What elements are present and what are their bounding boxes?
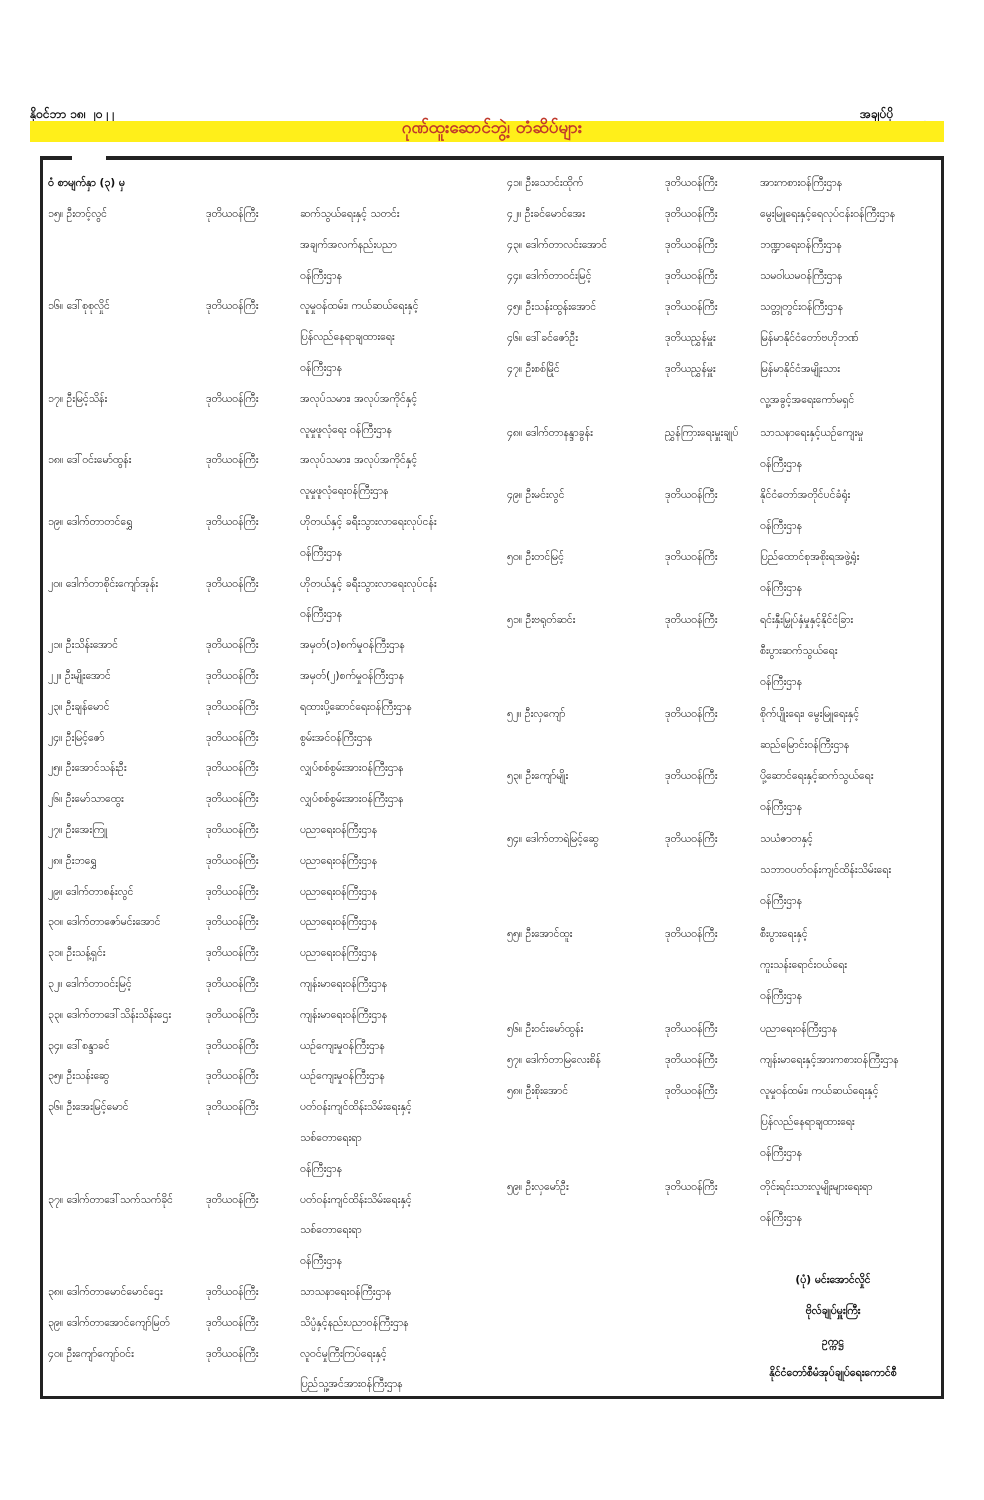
entry-rank: ဒုတိယဝန်ကြီး [206, 916, 259, 929]
entry-name: ၃၂။ ဒေါက်တာဝင်းမြင့် [48, 978, 132, 990]
entry-rank: ဒုတိယဝန်ကြီး [665, 301, 718, 313]
entry-ministry: ပညာရေးဝန်ကြီးဌာန [300, 824, 378, 836]
entry-ministry: ဟိုတယ်နှင့် ခရီးသွားလာရေးလုပ်ငန်း [300, 577, 437, 590]
entry-ministry: ဝန်ကြီးဌာန [300, 546, 342, 559]
entry-rank: ဒုတိယဝန်ကြီး [665, 833, 718, 845]
entry-rank: ဒုတိယဝန်ကြီး [206, 577, 259, 590]
entry-rank: ဒုတိယဝန်ကြီး [665, 770, 718, 782]
entry-rank: ဒုတိယဝန်ကြီး [206, 762, 259, 775]
entry-name: ၃၈။ ဒေါက်တာမောင်မောင်ဌေး [48, 1286, 163, 1298]
entry-name: ၁၅။ ဦးတင့်လွင် [48, 208, 108, 220]
entry-ministry: အလုပ်သမား၊ အလုပ်အကိုင်နှင့် [300, 454, 418, 467]
entry-ministry: ဝန်ကြီးဌာန [760, 457, 802, 470]
entry-rank: ဒုတိယဝန်ကြီး [206, 1347, 259, 1360]
entry-ministry: ပတ်ဝန်းကျင်ထိန်းသိမ်းရေးနှင့် [300, 1101, 412, 1114]
header-date: နိုဝင်ဘာ ၁၈၊ ၂၀၂၂ [30, 107, 115, 121]
entry-ministry: ကျန်းမာရေးဝန်ကြီးဌာန [300, 978, 388, 990]
entry-ministry: အမှတ်(၂)စက်မှုဝန်ကြီးဌာန [300, 670, 404, 682]
entry-ministry: ဝန်ကြီးဌာန [300, 1255, 342, 1268]
signature-council: နိုင်ငံတော်စီမံအုပ်ချုပ်ရေးကောင်စီ [769, 1367, 897, 1379]
entry-rank: ဒုတိယဝန်ကြီး [206, 1286, 259, 1298]
signature-title: ဗိုလ်ချုပ်မှူးကြီး [805, 1305, 861, 1317]
entry-rank: ဒုတိယဝန်ကြီး [206, 885, 259, 898]
entry-name: ၄၃။ ဒေါက်တာလင်းအောင် [507, 239, 608, 251]
entry-ministry: အားကစားဝန်ကြီးဌာန [760, 177, 843, 189]
entry-ministry: ဆက်သွယ်ရေးနှင့် သတင်း [300, 208, 400, 220]
entry-rank: ဒုတိယဝန်ကြီး [665, 177, 718, 189]
entry-ministry: အချက်အလက်နည်းပညာ [300, 238, 397, 251]
entry-ministry: ပညာရေးဝန်ကြီးဌာန [300, 916, 378, 929]
entry-name: ၃၆။ ဦးအေးမြင့်မောင် [48, 1101, 129, 1114]
entry-rank: ဒုတိယဝန်ကြီး [206, 793, 259, 806]
entry-rank: ဒုတိယဝန်ကြီး [665, 1054, 718, 1066]
entry-rank: ဒုတိယဝန်ကြီး [206, 1039, 259, 1052]
entry-ministry: လူမှုဝန်ထမ်း၊ ကယ်ဆယ်ရေးနှင့် [300, 300, 419, 313]
entry-rank: ဒုတိယဝန်ကြီး [206, 978, 259, 990]
entry-name: ၂၈။ ဦးဘရွှေ [48, 854, 97, 867]
entry-ministry: ပညာရေးဝန်ကြီးဌာန [300, 947, 378, 960]
entry-name: ၃၁။ ဦးသန့်ရှင်း [48, 947, 106, 960]
entry-rank: ဒုတိယဝန်ကြီး [206, 639, 259, 652]
entry-name: ၁၆။ ဒေါ်စုစုလှိုင် [48, 300, 110, 313]
entry-ministry: စီးပွားဆက်သွယ်ရေး [760, 644, 838, 657]
entry-name: ၃၉။ ဒေါက်တာအောင်ကျော်မြတ် [48, 1316, 170, 1329]
entry-ministry: စိုက်ပျိုးရေး၊ မွေးမြူရေးနှင့် [760, 708, 860, 720]
entry-name: ၁၇။ ဦးမြင့်သိန်း [48, 392, 108, 405]
entry-rank: ဒုတိယဝန်ကြီး [206, 854, 259, 867]
frame-notch [72, 152, 106, 162]
entry-ministry: လူမှုဝန်ထမ်း၊ ကယ်ဆယ်ရေးနှင့် [760, 1085, 879, 1097]
entry-ministry: ပညာရေးဝန်ကြီးဌာန [300, 854, 378, 867]
entry-rank: ဒုတိယဝန်ကြီး [206, 824, 259, 836]
entry-name: ၄၆။ ဒေါ်ခင်ဇော်ဦး [507, 332, 578, 344]
continued-note: ဝံ စာမျက်နှာ (၃) မှ [48, 177, 125, 189]
entry-ministry: စီးပွားရေးနှင့် [760, 928, 808, 940]
entry-name: ၂၄။ ဦးမြင့်ဇော် [48, 731, 105, 744]
entry-ministry: ဝန်ကြီးဌာန [760, 581, 802, 594]
entry-ministry: ယဉ်ကျေးမှုဝန်ကြီးဌာန [300, 1070, 385, 1083]
entry-name: ၃၅။ ဦးသန်းဆွေ [48, 1070, 110, 1083]
entry-ministry: ဝန်ကြီးဌာန [760, 800, 802, 813]
entry-rank: ဒုတိယဝန်ကြီး [665, 1085, 718, 1097]
entry-ministry: သာသနာရေးနှင့်ယဉ်ကျေးမှု [760, 427, 864, 439]
entry-ministry: ပတ်ဝန်းကျင်ထိန်းသိမ်းရေးနှင့် [300, 1193, 412, 1206]
entry-name: ၅၀။ ဦးတင်မြင့် [507, 551, 564, 563]
entry-ministry: သဘာဝပတ်ဝန်းကျင်ထိန်းသိမ်းရေး [760, 863, 892, 876]
entry-name: ၄၁။ ဦးသောင်းထိုက် [507, 177, 584, 189]
entry-ministry: သိပ္ပံနှင့်နည်းပညာဝန်ကြီးဌာန [300, 1316, 409, 1329]
entry-ministry: လျှပ်စစ်စွမ်းအားဝန်ကြီးဌာန [300, 762, 404, 775]
entry-ministry: မြန်မာနိုင်ငံတော်ဗဟိုဘဏ် [760, 332, 859, 344]
entry-rank: ဒုတိယဝန်ကြီး [665, 239, 718, 251]
entry-ministry: ပို့ဆောင်ရေးနှင့်ဆက်သွယ်ရေး [760, 770, 874, 782]
entry-ministry: ကျန်းမာရေးဝန်ကြီးဌာန [300, 1008, 388, 1021]
entry-ministry: ပညာရေးဝန်ကြီးဌာန [300, 885, 378, 898]
entry-rank: ဒုတိယဝန်ကြီး [206, 1101, 259, 1114]
entry-name: ၁၈။ ဒေါ်ဝင်းမော်ထွန်း [48, 454, 132, 467]
signature-role: ဥက္ကဋ္ဌ [822, 1336, 844, 1348]
entry-name: ၃၄။ ဒေါ်စန္ဒာခင် [48, 1039, 110, 1052]
entry-name: ၄၉။ ဦးမင်းလွင် [507, 489, 565, 501]
entry-ministry: ဆည်မြောင်းဝန်ကြီးဌာန [760, 738, 850, 751]
page-title: ဂုဏ်ထူးဆောင်ဘွဲ့၊ တံဆိပ်များ [401, 118, 583, 138]
entry-ministry: ရထားပို့ဆောင်ရေးဝန်ကြီးဌာန [300, 700, 412, 713]
entry-ministry: ဝန်ကြီးဌာန [760, 675, 802, 688]
entry-name: ၂၇။ ဦးအေးကြူ [48, 824, 108, 836]
entry-rank: ဒုတိယဝန်ကြီး [665, 1181, 718, 1193]
entry-ministry: ကျန်းမာရေးနှင့်အားကစားဝန်ကြီးဌာန [760, 1054, 899, 1066]
entry-ministry: ယဉ်ကျေးမှုဝန်ကြီးဌာန [300, 1039, 385, 1052]
entry-ministry: စွမ်းအင်ဝန်ကြီးဌာန [300, 731, 373, 744]
entry-name: ၅၇။ ဒေါက်တာမြလေးစိန် [507, 1054, 601, 1066]
entry-ministry: သစ်တောရေးရာ [300, 1131, 362, 1144]
entry-ministry: လူဝင်မှုကြီးကြပ်ရေးနှင့် [300, 1347, 387, 1360]
entry-name: ၂၉။ ဒေါက်တာစန်းလွင် [48, 885, 134, 898]
entry-rank: ဒုတိယညွှန်မှူး [665, 332, 716, 344]
header-supplement: အချပ်ပို [860, 107, 894, 121]
entry-ministry: ဝန်ကြီးဌာန [760, 1146, 802, 1159]
entry-name: ၁၉။ ဒေါက်တာတင်ရွှေ [48, 516, 133, 528]
entry-name: ၄၀။ ဦးကျော်ကျော်ဝင်း [48, 1347, 134, 1360]
entry-ministry: ဝန်ကြီးဌာန [760, 894, 802, 907]
entry-ministry: ပြည်ထောင်စုအစိုးရအဖွဲ့ရုံး [760, 551, 860, 563]
entry-ministry: ဟိုတယ်နှင့် ခရီးသွားလာရေးလုပ်ငန်း [300, 516, 437, 528]
entry-rank: ဒုတိယဝန်ကြီး [206, 208, 259, 220]
entry-rank: ဒုတိယဝန်ကြီး [206, 516, 259, 528]
entry-rank: ဒုတိယဝန်ကြီး [206, 1070, 259, 1083]
entry-ministry: ဝန်ကြီးဌာန [300, 1162, 342, 1175]
signature-name: (ပုံ) မင်းအောင်လှိုင် [795, 1274, 871, 1286]
entry-name: ၂၃။ ဦးချန်မောင် [48, 700, 110, 713]
entry-ministry: လူမှုဖူလုံရေး ဝန်ကြီးဌာန [300, 423, 392, 436]
entry-rank: ဒုတိယဝန်ကြီး [206, 300, 259, 313]
entry-ministry: ပြည်သူ့အင်အားဝန်ကြီးဌာန [300, 1378, 403, 1391]
entry-ministry: ရင်းနှီးမြှုပ်နှံမှုနှင့်နိုင်ငံခြား [760, 614, 854, 626]
entry-ministry: ဘဏ္ဍာရေးဝန်ကြီးဌာန [760, 239, 842, 251]
entry-ministry: ပြန်လည်နေရာချထားရေး [300, 331, 395, 344]
entry-name: ၅၈။ ဦးစိုးအောင် [507, 1085, 569, 1097]
entry-name: ၅၉။ ဦးလှမော်ဦး [507, 1181, 569, 1193]
entry-rank: ညွှန်ကြားရေးမှူးချုပ် [665, 427, 739, 439]
entry-name: ၄၈။ ဒေါက်တာနန္ဒာခွန်း [507, 427, 593, 439]
entry-name: ၅၆။ ဦးဝင်းမော်ထွန်း [507, 1023, 584, 1035]
entry-rank: ဒုတိယဝန်ကြီး [665, 708, 718, 720]
entry-ministry: တိုင်းရင်းသားလူမျိုးများရေးရာ [760, 1181, 873, 1193]
entry-name: ၅၅။ ဦးအောင်ထူး [507, 928, 573, 940]
entry-ministry: အလုပ်သမား၊ အလုပ်အကိုင်နှင့် [300, 392, 418, 405]
entry-name: ၅၄။ ဒေါက်တာရဲမြင့်ဆွေ [507, 833, 599, 845]
entry-ministry: အမှတ်(၁)စက်မှုဝန်ကြီးဌာန [300, 639, 405, 652]
entry-rank: ဒုတိယဝန်ကြီး [665, 270, 718, 282]
entry-ministry: ဝန်ကြီးဌာန [300, 361, 342, 374]
entry-rank: ဒုတိယဝန်ကြီး [665, 614, 718, 626]
entry-rank: ဒုတိယဝန်ကြီး [206, 731, 259, 744]
entry-name: ၄၄။ ဒေါက်တာဝင်းမြင့် [507, 270, 592, 282]
entry-rank: ဒုတိယဝန်ကြီး [206, 1193, 259, 1206]
entry-rank: ဒုတိယဝန်ကြီး [206, 392, 259, 405]
entry-name: ၄၂။ ဦးခင်မောင်အေး [507, 208, 585, 220]
entry-name: ၅၂။ ဦးလှကျော် [507, 708, 566, 720]
entry-ministry: မွေးမြူရေးနှင့်ရေလုပ်ငန်းဝန်ကြီးဌာန [760, 208, 896, 220]
entry-ministry: သစ်တောရေးရာ [300, 1224, 362, 1237]
entry-ministry: သယံဇာတနှင့် [760, 833, 813, 845]
entry-rank: ဒုတိယညွှန်မှူး [665, 363, 716, 375]
entry-rank: ဒုတိယဝန်ကြီး [206, 1008, 259, 1021]
entry-ministry: မြန်မာနိုင်ငံအမျိုးသား [760, 363, 840, 375]
entry-ministry: သာသနာရေးဝန်ကြီးဌာန [300, 1286, 392, 1298]
entry-ministry: လျှပ်စစ်စွမ်းအားဝန်ကြီးဌာန [300, 793, 404, 806]
entry-ministry: သမဝါယမဝန်ကြီးဌာန [760, 270, 843, 282]
entry-name: ၃၇။ ဒေါက်တာဒေါ်သက်သက်ခိုင် [48, 1193, 173, 1206]
entry-name: ၂၂။ ဦးမျိုးအောင် [48, 670, 111, 682]
entry-rank: ဒုတိယဝန်ကြီး [665, 489, 718, 501]
entry-rank: ဒုတိယဝန်ကြီး [206, 1316, 259, 1329]
entry-name: ၃၀။ ဒေါက်တာဇော်မင်းအောင် [48, 916, 161, 929]
entry-name: ၂၁။ ဦးသိန်းအောင် [48, 639, 119, 652]
entry-ministry: ပြန်လည်နေရာချထားရေး [760, 1115, 855, 1128]
entry-name: ၂၀။ ဒေါက်တာစိုင်းကျော်အုန်း [48, 577, 159, 590]
entry-name: ၃၃။ ဒေါက်တာဒေါ်သိန်းသိန်းဌေး [48, 1008, 172, 1021]
entry-ministry: ပညာရေးဝန်ကြီးဌာန [760, 1023, 838, 1035]
entry-rank: ဒုတိယဝန်ကြီး [665, 208, 718, 220]
entry-rank: ဒုတိယဝန်ကြီး [665, 551, 718, 563]
entry-ministry: ကူးသန်းရောင်းဝယ်ရေး [760, 958, 847, 971]
entry-name: ၂၆။ ဦးမော်သာထွေး [48, 793, 124, 806]
entry-ministry: နိုင်ငံတော်အတိုင်ပင်ခံရုံး [760, 489, 851, 501]
entry-name: ၂၅။ ဦးအောင်သန်းဦး [48, 762, 127, 775]
entry-rank: ဒုတိယဝန်ကြီး [206, 947, 259, 960]
entry-rank: ဒုတိယဝန်ကြီး [665, 928, 718, 940]
entry-ministry: လူမှုဖူလုံရေးဝန်ကြီးဌာန [300, 485, 389, 498]
entry-ministry: ဝန်ကြီးဌာန [760, 989, 802, 1002]
entry-name: ၅၁။ ဦးဗရုတ်ဆင်း [507, 614, 576, 626]
entry-ministry: ဝန်ကြီးဌာန [300, 608, 342, 621]
entry-rank: ဒုတိယဝန်ကြီး [665, 1023, 718, 1035]
entry-ministry: ဝန်ကြီးဌာန [760, 1211, 802, 1224]
entry-ministry: လူ့အခွင့်အရေးကော်မရှင် [760, 393, 855, 406]
entry-ministry: ဝန်ကြီးဌာန [300, 269, 342, 282]
entry-rank: ဒုတိယဝန်ကြီး [206, 670, 259, 682]
entry-ministry: ဝန်ကြီးဌာန [760, 519, 802, 532]
entry-ministry: သတ္တုတွင်းဝန်ကြီးဌာန [760, 301, 843, 313]
entry-rank: ဒုတိယဝန်ကြီး [206, 454, 259, 467]
entry-name: ၅၃။ ဦးကျော်မျိုး [507, 770, 569, 782]
entry-name: ၄၅။ ဦးသန်းထွန်းအောင် [507, 301, 597, 313]
entry-rank: ဒုတိယဝန်ကြီး [206, 700, 259, 713]
entry-name: ၄၇။ ဦးစစ်မြိုင် [507, 363, 560, 375]
